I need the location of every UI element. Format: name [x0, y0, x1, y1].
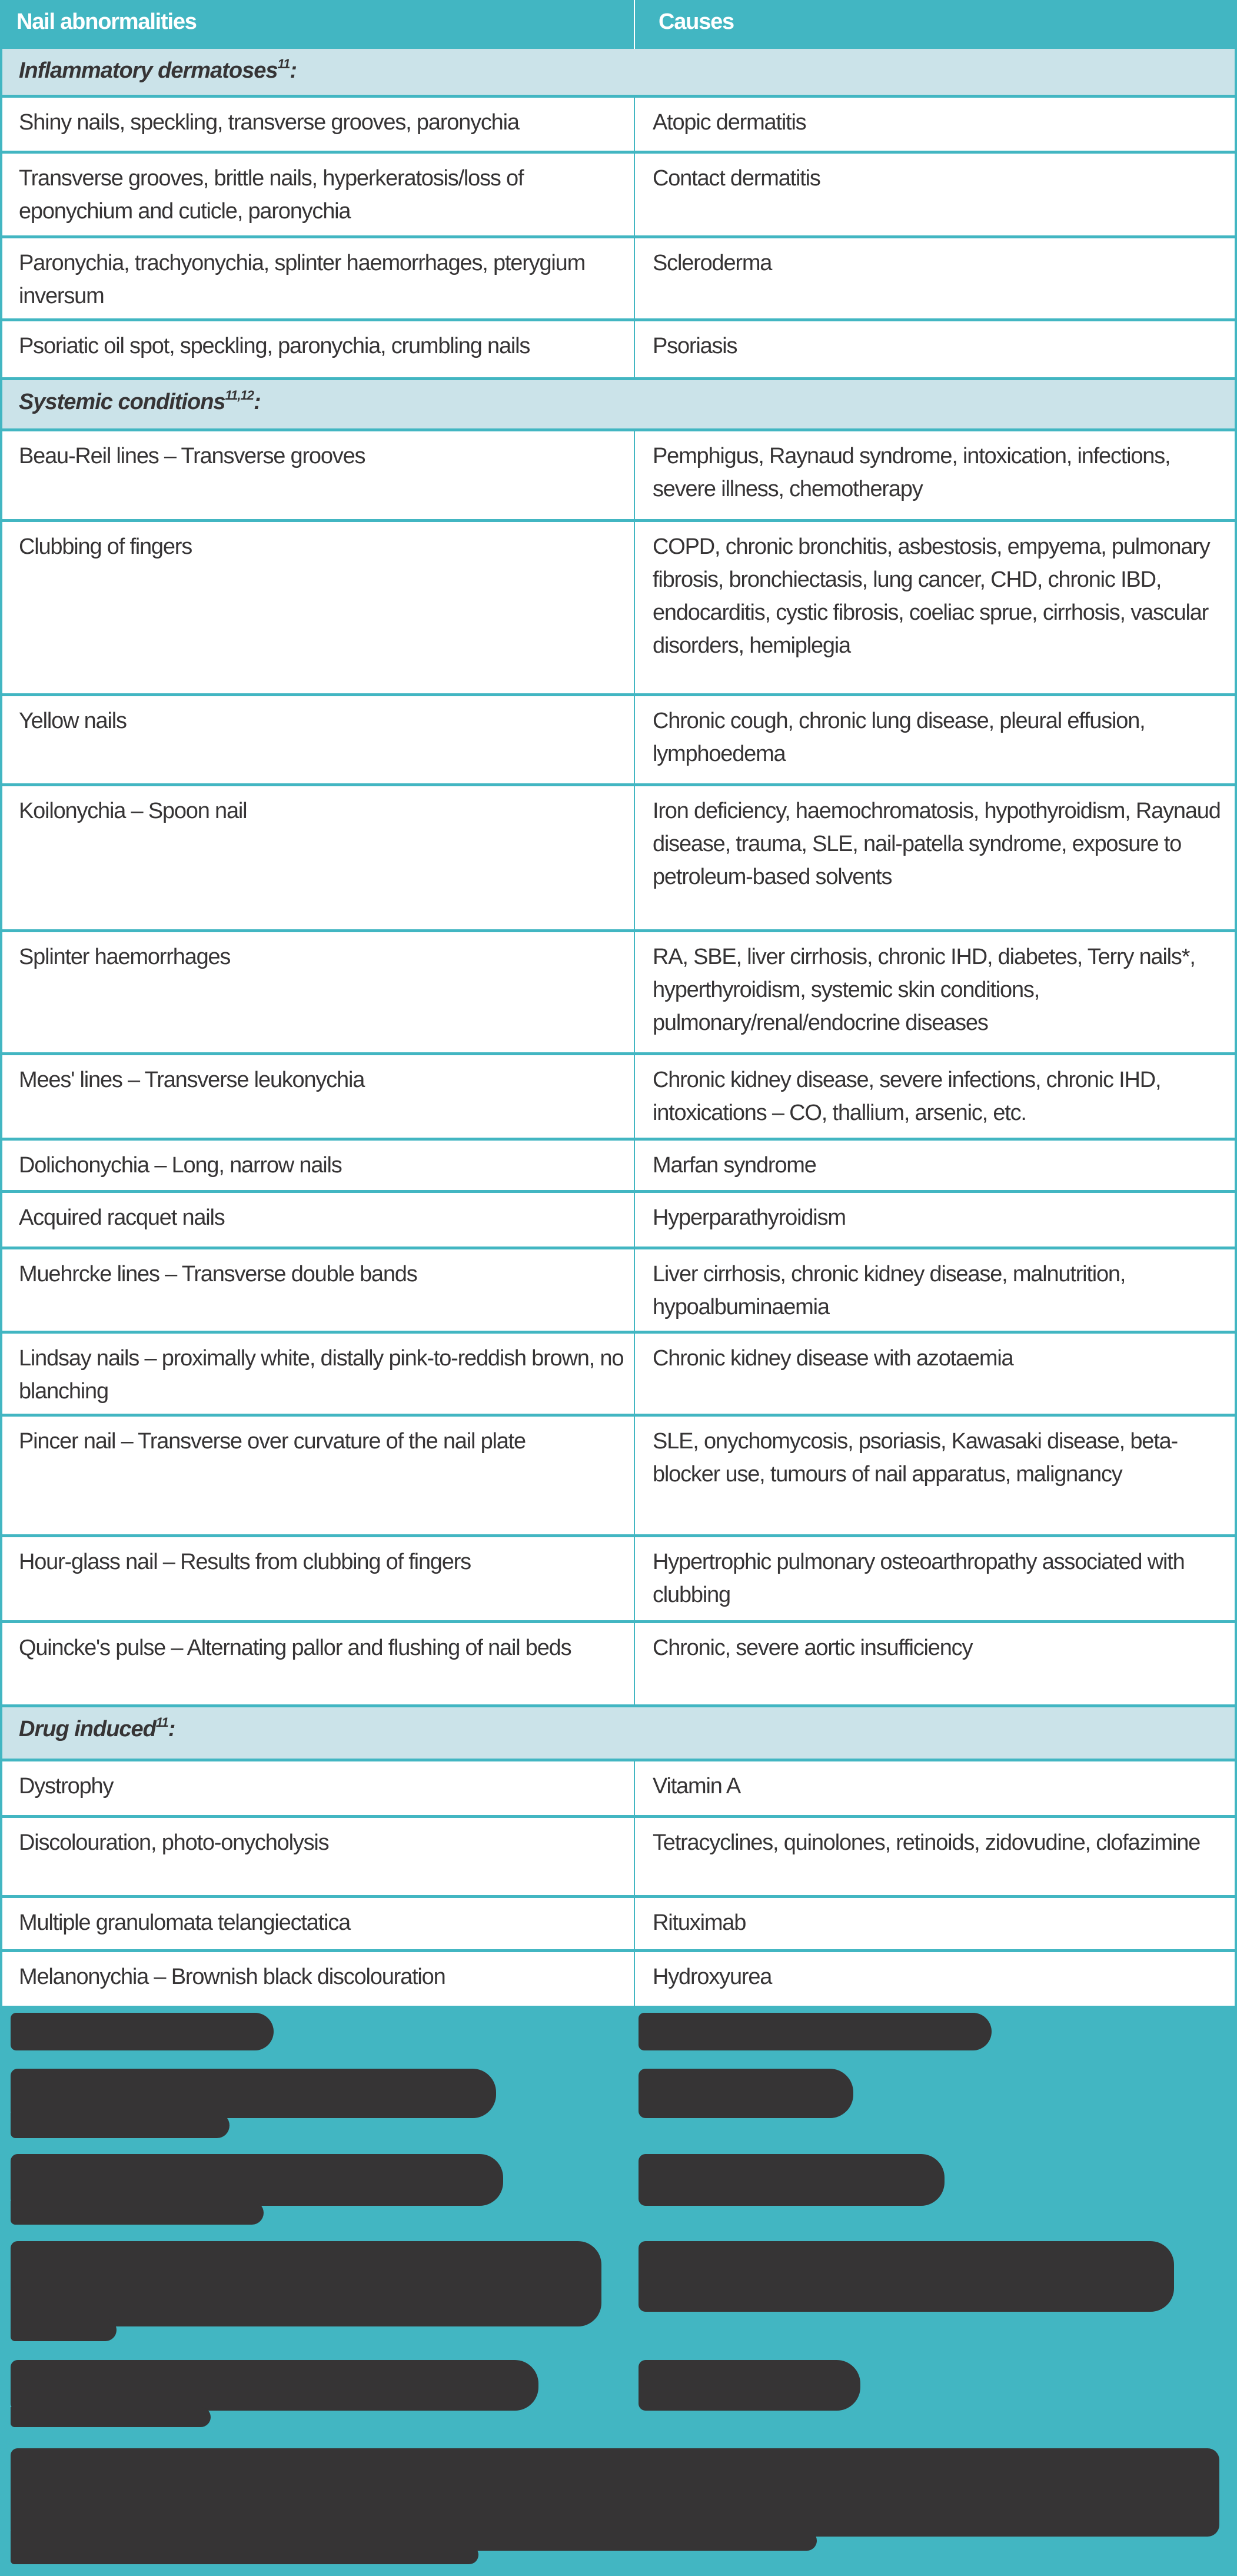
cause-cell: Psoriasis: [635, 321, 1237, 377]
abnormality-cell: Beau-Reil lines – Transverse grooves: [0, 431, 635, 519]
table-row: [0, 932, 1237, 1055]
abnormality-cell: Transverse grooves, brittle nails, hyperkeratosis/loss of eponychium and cuticle, paronychia: [0, 154, 635, 235]
abnormality-cell: Lindsay nails – proximally white, distally pink-to-reddish brown, no blanching: [0, 1334, 635, 1414]
table-row: [0, 1334, 1237, 1417]
cause-cell: Chronic kidney disease, severe infections, chronic IHD, intoxications – CO, thallium, arsenic, etc.: [635, 1055, 1237, 1138]
reference-superscript: 11: [277, 56, 290, 71]
section-heading-inflammatory: [0, 49, 1237, 98]
redaction-block: [11, 2069, 496, 2118]
section-heading-drug-induced: [0, 1707, 1237, 1761]
section-colon: :: [290, 58, 297, 83]
abnormality-cell: Melanonychia – Brownish black discolouration: [0, 1952, 635, 2006]
redaction-block: [11, 2113, 230, 2138]
redaction-block: [11, 2545, 478, 2564]
table-header: [0, 0, 1237, 49]
table-row: [0, 154, 1237, 238]
cause-cell: Marfan syndrome: [635, 1141, 1237, 1190]
column-header-causes: Causes: [659, 9, 734, 34]
cause-cell: Contact dermatitis: [635, 154, 1237, 235]
cause-cell: Hyperparathyroidism: [635, 1193, 1237, 1247]
abnormality-cell: Quincke's pulse – Alternating pallor and flushing of nail beds: [0, 1623, 635, 1704]
section-title: Systemic conditions: [19, 390, 225, 414]
redaction-block: [639, 2360, 860, 2411]
table-row: [0, 696, 1237, 786]
redaction-block: [11, 2154, 503, 2206]
redaction-block: [11, 2013, 274, 2050]
cause-cell: Vitamin A: [635, 1761, 1237, 1815]
cause-cell: Hypertrophic pulmonary osteoarthropathy associated with clubbing: [635, 1537, 1237, 1620]
cause-cell: COPD, chronic bronchitis, asbestosis, empyema, pulmonary fibrosis, bronchiectasis, lung cancer, CHD, chronic IBD, endocarditis, cystic fibrosis, coeliac sprue, cirrhosis, vascular disorders, hemiplegia: [635, 522, 1237, 693]
table-row: [0, 1417, 1237, 1537]
table-row: [0, 1898, 1237, 1952]
table-row: [0, 1249, 1237, 1334]
table-row: [0, 321, 1237, 380]
abnormality-cell: Mees' lines – Transverse leukonychia: [0, 1055, 635, 1138]
redaction-block: [11, 2360, 538, 2411]
abnormality-cell: Muehrcke lines – Transverse double bands: [0, 1249, 635, 1331]
redaction-block: [11, 2241, 601, 2326]
redaction-block: [639, 2013, 992, 2050]
reference-superscript: 11: [155, 1715, 168, 1730]
table-row: [0, 98, 1237, 154]
abnormality-cell: Dystrophy: [0, 1761, 635, 1815]
cause-cell: SLE, onychomycosis, psoriasis, Kawasaki disease, beta-blocker use, tumours of nail apparatus, malignancy: [635, 1417, 1237, 1534]
abnormality-cell: Clubbing of fingers: [0, 522, 635, 693]
redaction-block: [11, 2407, 211, 2427]
abnormality-cell: Paronychia, trachyonychia, splinter haemorrhages, pterygium inversum: [0, 238, 635, 318]
redaction-block: [11, 2448, 1219, 2537]
table-row: [0, 1141, 1237, 1193]
cause-cell: Tetracyclines, quinolones, retinoids, zidovudine, clofazimine: [635, 1818, 1237, 1895]
abnormality-cell: Dolichonychia – Long, narrow nails: [0, 1141, 635, 1190]
table-row: [0, 238, 1237, 321]
redaction-block: [11, 2201, 264, 2225]
column-header-abnormalities: Nail abnormalities: [0, 0, 635, 49]
section-title: Inflammatory dermatoses: [19, 58, 278, 83]
table-row: [0, 431, 1237, 522]
cause-cell: Scleroderma: [635, 238, 1237, 318]
abnormality-cell: Discolouration, photo-onycholysis: [0, 1818, 635, 1895]
cause-cell: Rituximab: [635, 1898, 1237, 1949]
table-row: [0, 1193, 1237, 1249]
cause-cell: Liver cirrhosis, chronic kidney disease, malnutrition, hypoalbuminaemia: [635, 1249, 1237, 1331]
abnormality-cell: Psoriatic oil spot, speckling, paronychia, crumbling nails: [0, 321, 635, 377]
table-row: [0, 1952, 1237, 2006]
redaction-block: [639, 2241, 1174, 2312]
abnormality-cell: Hour-glass nail – Results from clubbing of fingers: [0, 1537, 635, 1620]
abnormality-cell: Multiple granulomata telangiectatica: [0, 1898, 635, 1949]
redaction-block: [639, 2154, 945, 2206]
abnormality-cell: Splinter haemorrhages: [0, 932, 635, 1052]
abnormality-cell: Koilonychia – Spoon nail: [0, 786, 635, 929]
table-row: [0, 1055, 1237, 1141]
section-title: Drug induced: [19, 1717, 156, 1741]
table-row: [0, 1761, 1237, 1818]
abnormality-cell: Pincer nail – Transverse over curvature of the nail plate: [0, 1417, 635, 1534]
cause-cell: Chronic kidney disease with azotaemia: [635, 1334, 1237, 1414]
table-row: [0, 1623, 1237, 1707]
cause-cell: RA, SBE, liver cirrhosis, chronic IHD, diabetes, Terry nails*, hyperthyroidism, systemic skin conditions, pulmonary/renal/endocrine diseases: [635, 932, 1237, 1052]
cause-cell: Hydroxyurea: [635, 1952, 1237, 2006]
redaction-block: [11, 2319, 117, 2341]
redaction-block: [639, 2069, 853, 2118]
cause-cell: Chronic, severe aortic insufficiency: [635, 1623, 1237, 1704]
abnormality-cell: Yellow nails: [0, 696, 635, 783]
cause-cell: Atopic dermatitis: [635, 98, 1237, 151]
section-colon: :: [253, 390, 261, 414]
abnormality-cell: Acquired racquet nails: [0, 1193, 635, 1247]
table-row: [0, 1537, 1237, 1623]
table-row: [0, 1818, 1237, 1898]
section-colon: :: [168, 1717, 175, 1741]
section-heading-systemic: [0, 380, 1237, 431]
cause-cell: Iron deficiency, haemochromatosis, hypothyroidism, Raynaud disease, trauma, SLE, nail-patella syndrome, exposure to petroleum-based solvents: [635, 786, 1237, 929]
reference-superscript: 11,12: [225, 388, 254, 403]
cause-cell: Chronic cough, chronic lung disease, pleural effusion, lymphoedema: [635, 696, 1237, 783]
table-row: [0, 786, 1237, 932]
cause-cell: Pemphigus, Raynaud syndrome, intoxication, infections, severe illness, chemotherapy: [635, 431, 1237, 519]
table-row: [0, 522, 1237, 696]
abnormality-cell: Shiny nails, speckling, transverse grooves, paronychia: [0, 98, 635, 151]
